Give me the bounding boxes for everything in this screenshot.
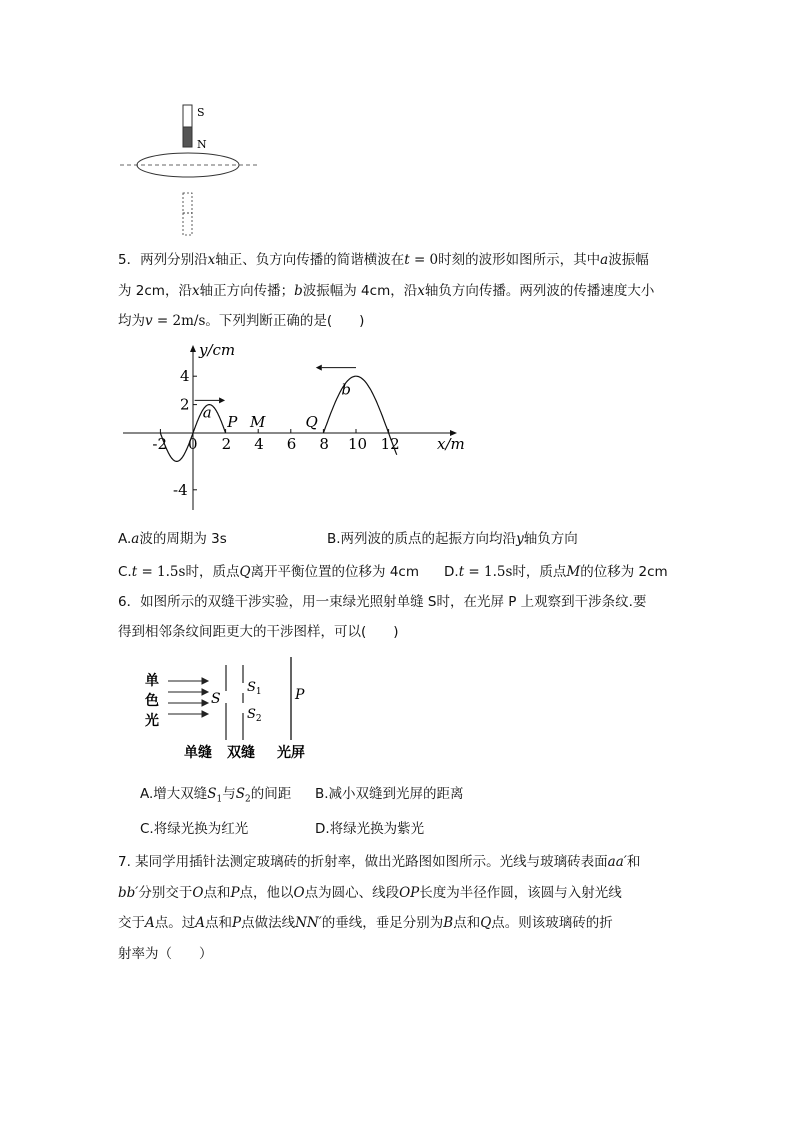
- q6-option-d: D.将绿光换为紫光: [315, 821, 425, 837]
- point-label-q: Q: [305, 413, 318, 431]
- x-tick-label: 4: [254, 435, 264, 453]
- y-tick-label: 2: [180, 395, 190, 414]
- x-tick-label: 8: [319, 435, 329, 453]
- q5-option-d: D.t = 1.5s时，质点M的位移为 2cm: [444, 564, 668, 580]
- wave-b-arrowhead: [316, 365, 322, 371]
- x-tick-label: 10: [348, 435, 368, 453]
- q7-line-4: 射率为（ ）: [118, 946, 213, 962]
- light-rays: [168, 678, 208, 717]
- q6-option-a: A.增大双缝$S_1$与$S_2$的间距: [140, 786, 292, 805]
- q5-line-1: 5．两列分别沿x轴正、负方向传播的简谐横波在t = 0时刻的波形如图所示，其中a波振幅: [118, 252, 649, 268]
- double-slit-figure: [140, 655, 340, 765]
- light-char-1: 单: [145, 673, 159, 689]
- slit-s2-label: $S_2$: [247, 707, 262, 724]
- q5-line-3: 均为v = 2m/s。下列判断正确的是( ): [118, 313, 365, 329]
- magnet-coil-figure: [115, 100, 275, 240]
- y-tick-label: 4: [180, 367, 190, 386]
- x-tick-label: 12: [380, 435, 400, 453]
- x-tick-label: -2: [152, 435, 168, 453]
- q5-option-a: A.a波的周期为 3s: [118, 531, 227, 547]
- single-slit-label: S: [211, 691, 221, 707]
- x-tick-label: 0: [188, 435, 198, 453]
- magnet-s-pole: [183, 105, 192, 127]
- magnet-s-label: S: [197, 106, 205, 119]
- magnet-ghost-upper: [183, 193, 192, 213]
- q5-line-2: 为 2cm，沿x轴正方向传播；b波振幅为 4cm，沿x轴负方向传播。两列波的传播速度大小: [118, 283, 655, 299]
- magnet-ghost-lower: [183, 213, 192, 235]
- screen-p-label: P: [295, 687, 305, 703]
- q7-line-2: bb′分别交于O点和P点，他以O点为圆心、线段OP长度为半径作圆，该圆与入射光线: [118, 885, 622, 901]
- q6-option-c: C.将绿光换为红光: [140, 821, 249, 837]
- point-label-p: P: [227, 413, 238, 431]
- q7-line-1: 7. 某同学用插针法测定玻璃砖的折射率，做出光路图如图所示。光线与玻璃砖表面aa′和: [118, 854, 641, 870]
- q7-line-3: 交于A点。过A点和P点做法线NN′的垂线，垂足分别为B点和Q点。则该玻璃砖的折: [118, 915, 613, 931]
- q6-line-1: 6．如图所示的双缝干涉实验，用一束绿光照射单缝 S时，在光屏 P 上观察到干涉条纹.要: [118, 594, 647, 610]
- y-tick-label: -4: [173, 480, 188, 499]
- q6-option-b: B.减小双缝到光屏的距离: [315, 786, 464, 802]
- wave-a-arrowhead: [219, 397, 225, 403]
- q5-option-b: B.两列波的质点的起振方向均沿y轴负方向: [327, 531, 578, 547]
- point-label-m: M: [250, 413, 266, 431]
- slit-s1-label: $S_1$: [247, 680, 262, 697]
- x-tick-label: 6: [286, 435, 297, 453]
- light-char-3: 光: [145, 713, 159, 729]
- wave-b-label: b: [341, 380, 351, 399]
- magnet-n-label: N: [197, 138, 207, 151]
- x-tick-label: 2: [221, 435, 232, 453]
- q5-option-c: C.t = 1.5s时，质点Q离开平衡位置的位移为 4cm: [118, 564, 419, 580]
- wave-a-label: a: [202, 403, 212, 422]
- q6-line-2: 得到相邻条纹间距更大的干涉图样，可以( ): [118, 624, 399, 640]
- caption-single-slit: 单缝: [184, 745, 212, 761]
- light-char-2: 色: [145, 693, 159, 709]
- y-axis-label: y/cm: [199, 341, 236, 359]
- x-axis-label: x/m: [437, 435, 465, 453]
- magnet-n-pole: [183, 127, 192, 147]
- y-axis-arrow: [190, 345, 196, 352]
- coil-ring: [137, 153, 239, 177]
- wave-chart: [115, 335, 485, 520]
- caption-double-slit: 双缝: [227, 745, 255, 761]
- caption-screen: 光屏: [277, 745, 305, 761]
